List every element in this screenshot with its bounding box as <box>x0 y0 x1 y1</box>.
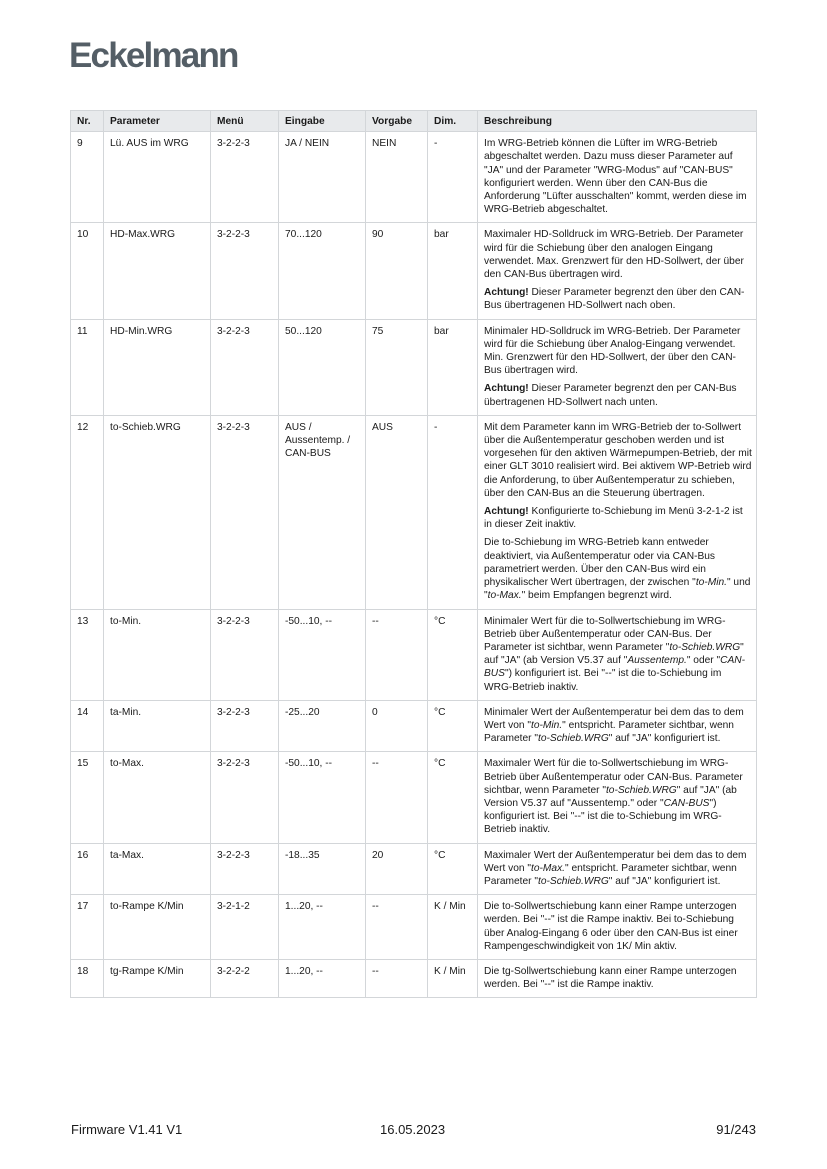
cell-beschreibung <box>478 415 757 609</box>
description-text: " auf "JA" (ab Version V5.37 auf "Aussentemp." oder " <box>484 784 737 809</box>
cell-vorgabe: AUS <box>366 415 428 609</box>
cell-dim: °C <box>428 609 478 700</box>
cell-beschreibung <box>478 895 757 960</box>
description-paragraph <box>484 849 752 889</box>
cell-nr: 14 <box>71 700 104 752</box>
cell-parameter: HD-Min.WRG <box>104 319 211 415</box>
cell-nr: 17 <box>71 895 104 960</box>
table-row <box>71 959 757 997</box>
warning-label: Achtung! <box>484 287 529 299</box>
table-header-row <box>71 111 757 132</box>
description-text: Minimaler Wert der Außentemperatur bei dem das to dem Wert von " <box>484 706 744 731</box>
cell-eingabe: 1...20, -- <box>279 895 366 960</box>
table-row <box>71 609 757 700</box>
cell-dim: bar <box>428 223 478 319</box>
table-row <box>71 843 757 895</box>
cell-eingabe: 1...20, -- <box>279 959 366 997</box>
cell-menu: 3-2-2-3 <box>211 752 279 843</box>
cell-parameter: to-Min. <box>104 609 211 700</box>
cell-vorgabe: 90 <box>366 223 428 319</box>
cell-eingabe: JA / NEIN <box>279 132 366 223</box>
description-text: Konfigurierte to-Schiebung im Menü 3-2-1-2 ist in dieser Zeit inaktiv. <box>484 506 743 531</box>
cell-menu: 3-2-2-3 <box>211 415 279 609</box>
cell-dim: °C <box>428 843 478 895</box>
cell-beschreibung <box>478 959 757 997</box>
header-dim: Dim. <box>428 111 478 132</box>
cell-dim: °C <box>428 700 478 752</box>
cell-vorgabe: -- <box>366 895 428 960</box>
cell-eingabe: -25...20 <box>279 700 366 752</box>
header-eingabe: Eingabe <box>279 111 366 132</box>
parameter-reference: to-Max. <box>487 590 522 602</box>
cell-eingabe: -50...10, -- <box>279 609 366 700</box>
cell-eingabe: AUS / Aussentemp. / CAN-BUS <box>279 415 366 609</box>
cell-menu: 3-2-2-3 <box>211 319 279 415</box>
description-text: " beim Empfangen begrenzt wird. <box>521 590 672 602</box>
cell-beschreibung <box>478 319 757 415</box>
cell-parameter: Lü. AUS im WRG <box>104 132 211 223</box>
cell-parameter: ta-Min. <box>104 700 211 752</box>
warning-label: Achtung! <box>484 506 529 518</box>
description-text: " oder " <box>686 655 721 667</box>
cell-parameter: ta-Max. <box>104 843 211 895</box>
cell-beschreibung <box>478 132 757 223</box>
description-text: Minimaler HD-Solldruck im WRG-Betrieb. Der Parameter wird für die Schiebung über Analog-Eingang verwendet. Min. Grenzwert für den HD-Sollwert, der über den CAN-Bus übertragen wird. <box>484 325 741 377</box>
table-row <box>71 319 757 415</box>
cell-menu: 3-2-2-3 <box>211 843 279 895</box>
cell-dim: bar <box>428 319 478 415</box>
header-nr: Nr. <box>71 111 104 132</box>
cell-beschreibung <box>478 843 757 895</box>
cell-nr: 12 <box>71 415 104 609</box>
footer-firmware: Firmware V1.41 V1 <box>71 1122 183 1137</box>
description-text: Maximaler Wert der Außentemperatur bei dem das to dem Wert von " <box>484 849 747 874</box>
description-text: " und " <box>484 577 751 602</box>
cell-vorgabe: NEIN <box>366 132 428 223</box>
table-row <box>71 895 757 960</box>
cell-dim: °C <box>428 752 478 843</box>
description-text: Mit dem Parameter kann im WRG-Betrieb der to-Sollwert über die Außentemperatur geschoben werden und ist vorgesehen für den aktiven Wärmepumpen-Betrieb, der mit einer GLT 3010 realisiert wird. Bei aktivem WP-Betrieb wird die Anforderung, to über Außentemperatur zu schieben, über den CAN-Bus an die Steuerung übertragen. <box>484 421 752 499</box>
cell-nr: 11 <box>71 319 104 415</box>
cell-menu: 3-2-2-3 <box>211 609 279 700</box>
warning-label: Achtung! <box>484 383 529 395</box>
header-beschreibung: Beschreibung <box>478 111 757 132</box>
description-text: Die tg-Sollwertschiebung kann einer Rampe unterzogen werden. Bei "--" ist die Rampe inaktiv. <box>484 965 737 991</box>
table-row <box>71 223 757 319</box>
cell-menu: 3-2-2-3 <box>211 132 279 223</box>
cell-parameter: to-Schieb.WRG <box>104 415 211 609</box>
cell-menu: 3-2-1-2 <box>211 895 279 960</box>
cell-menu: 3-2-2-2 <box>211 959 279 997</box>
cell-vorgabe: 20 <box>366 843 428 895</box>
parameter-reference: to-Min. <box>531 719 563 731</box>
cell-nr: 10 <box>71 223 104 319</box>
description-text: Dieser Parameter begrenzt den über den CAN-Bus übertragenen HD-Sollwert nach oben. <box>484 287 745 312</box>
cell-menu: 3-2-2-3 <box>211 223 279 319</box>
cell-beschreibung <box>478 223 757 319</box>
cell-beschreibung <box>478 700 757 752</box>
description-paragraph <box>484 615 752 694</box>
cell-nr: 15 <box>71 752 104 843</box>
description-text: Im WRG-Betrieb können die Lüfter im WRG-Betrieb abgeschaltet werden. Dazu muss dieser Parameter auf "JA" und der Parameter "WRG-Modus" auf "CAN-BUS" konfiguriert werden. Wenn über den CAN-Bus die Anforderung "Lüfter ausschalten" kommt, werden diese im WRG-Betrieb abgeschaltet. <box>484 138 747 216</box>
description-text: ") konfiguriert ist. Bei "--" ist die to-Schiebung im WRG-Betrieb inaktiv. <box>484 668 722 693</box>
header-menu: Menü <box>211 111 279 132</box>
cell-dim: - <box>428 132 478 223</box>
parameter-reference: to-Schieb.WRG <box>605 784 677 796</box>
description-text: Maximaler HD-Solldruck im WRG-Betrieb. Der Parameter wird für die Schiebung über den analogen Eingang verwendet. Max. Grenzwert für den HD-Sollwert, der über den CAN-Bus übertragen wird. <box>484 229 744 281</box>
table-row <box>71 700 757 752</box>
cell-vorgabe: -- <box>366 752 428 843</box>
parameter-reference: to-Max. <box>531 862 565 874</box>
parameter-reference: to-Min. <box>695 577 727 589</box>
cell-nr: 13 <box>71 609 104 700</box>
cell-dim: K / Min <box>428 959 478 997</box>
cell-vorgabe: -- <box>366 959 428 997</box>
cell-eingabe: 50...120 <box>279 319 366 415</box>
table-row <box>71 415 757 609</box>
cell-nr: 9 <box>71 132 104 223</box>
description-paragraph <box>484 757 752 836</box>
cell-dim: K / Min <box>428 895 478 960</box>
parameter-table <box>70 110 757 998</box>
cell-dim: - <box>428 415 478 609</box>
parameter-reference: to-Schieb.WRG <box>538 733 609 745</box>
cell-vorgabe: -- <box>366 609 428 700</box>
description-paragraph <box>484 900 752 953</box>
description-paragraph <box>484 137 752 216</box>
cell-vorgabe: 0 <box>366 700 428 752</box>
description-paragraph <box>484 965 752 991</box>
description-text: Maximaler Wert für die to-Sollwertschiebung im WRG-Betrieb über Außentemperatur oder CAN-Bus. Parameter sichtbar, wenn Parameter " <box>484 758 743 796</box>
description-paragraph <box>484 286 752 312</box>
table-row <box>71 752 757 843</box>
description-text: ") konfiguriert ist. Bei "--" ist die to-Schiebung im WRG-Betrieb inaktiv. <box>484 797 722 836</box>
footer-page-number: 91/243 <box>716 1122 756 1137</box>
cell-nr: 16 <box>71 843 104 895</box>
description-text: Die to-Schiebung im WRG-Betrieb kann entweder deaktiviert, via Außentemperatur oder via CAN-Bus parametriert werden. Über den CAN-Bus wird ein physikalischer Wert übertragen, der zwischen " <box>484 537 716 589</box>
cell-eingabe: 70...120 <box>279 223 366 319</box>
parameter-reference: to-Schieb.WRG <box>669 641 741 653</box>
description-paragraph <box>484 325 752 378</box>
description-paragraph <box>484 421 752 500</box>
header-vorgabe: Vorgabe <box>366 111 428 132</box>
description-paragraph <box>484 382 752 408</box>
cell-menu: 3-2-2-3 <box>211 700 279 752</box>
description-text: Dieser Parameter begrenzt den per CAN-Bus übertragenen HD-Sollwert nach unten. <box>484 383 737 408</box>
footer-date: 16.05.2023 <box>380 1122 446 1137</box>
description-paragraph <box>484 536 752 602</box>
table-row <box>71 132 757 223</box>
cell-eingabe: -50...10, -- <box>279 752 366 843</box>
description-text: " auf "JA" konfiguriert ist. <box>608 875 721 887</box>
cell-beschreibung <box>478 752 757 843</box>
description-text: " auf "JA" konfiguriert ist. <box>608 733 721 745</box>
description-paragraph <box>484 228 752 281</box>
cell-vorgabe: 75 <box>366 319 428 415</box>
description-paragraph <box>484 706 752 746</box>
description-text: " entspricht. Parameter sichtbar, wenn Parameter " <box>484 862 737 887</box>
header-parameter: Parameter <box>104 111 211 132</box>
description-text: " entspricht. Parameter sichtbar, wenn Parameter " <box>484 719 734 745</box>
description-paragraph <box>484 505 752 531</box>
parameter-reference: Aussentemp. <box>627 655 687 667</box>
cell-parameter: HD-Max.WRG <box>104 223 211 319</box>
description-text: Die to-Sollwertschiebung kann einer Rampe unterzogen werden. Bei "--" ist die Rampe inaktiv. Bei to-Schiebung über Analog-Eingang 6 oder über den CAN-Bus ist einer Rampengeschwindigkeit von 1K/ Min aktiv. <box>484 901 738 952</box>
cell-parameter: tg-Rampe K/Min <box>104 959 211 997</box>
parameter-reference: CAN-BUS <box>663 797 710 809</box>
cell-beschreibung <box>478 609 757 700</box>
cell-parameter: to-Rampe K/Min <box>104 895 211 960</box>
description-text: " auf "JA" (ab Version V5.37 auf " <box>484 641 744 667</box>
cell-nr: 18 <box>71 959 104 997</box>
eckelmann-logo: Eckelmann <box>69 36 238 75</box>
cell-parameter: to-Max. <box>104 752 211 843</box>
description-text: Minimaler Wert für die to-Sollwertschiebung im WRG-Betrieb über Außentemperatur oder CAN-Bus. Der Parameter ist sichtbar, wenn Parameter " <box>484 615 726 653</box>
cell-eingabe: -18...35 <box>279 843 366 895</box>
parameter-reference: CAN-BUS <box>484 655 746 680</box>
parameter-reference: to-Schieb.WRG <box>538 875 609 887</box>
